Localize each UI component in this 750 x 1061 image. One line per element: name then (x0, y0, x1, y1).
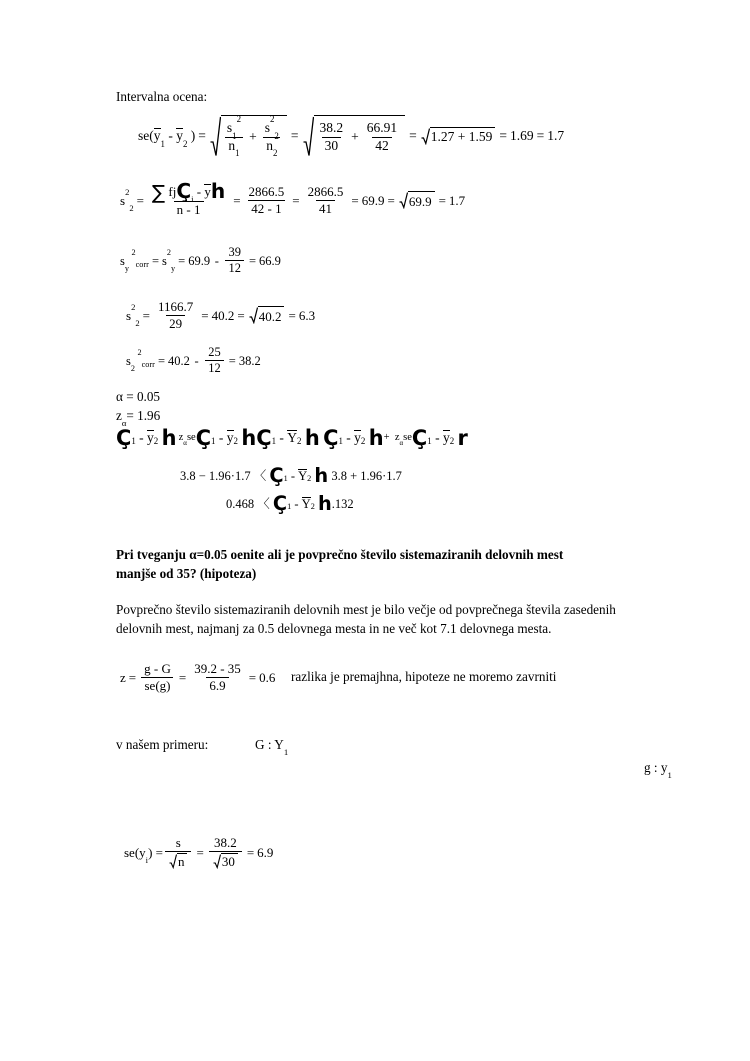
radicand: 1.27 + 1.59 (430, 127, 496, 145)
formula-s2-variance: $s^2_2$ = $\frac{\sum fjÇ_i - yh}{n - 1}$ = $\frac{2866.5}{42 - 1}$ = $\frac{2866.5}{41}$ = 69.9 = 69.9 = 1.7 (120, 179, 466, 217)
sqrt-30 (213, 853, 238, 869)
broken-paren-open-glyph: Ç (323, 425, 339, 450)
broken-paren-open-glyph: Ç (272, 492, 288, 516)
broken-paren-open-glyph: Ç (256, 425, 272, 450)
se-result-1: 1.69 (510, 128, 534, 144)
hypothesis-heading-line1: Pri tveganju α=0.05 oenite ali je povprečno število sistemaziranih delovnih mest (116, 547, 564, 562)
ci-numeric-right: 3.8 + 1.96·1.7 (331, 469, 402, 483)
frac-num: 39 (228, 245, 241, 259)
sqrt-127-159 (421, 127, 496, 145)
broken-paren-close-glyph: h (210, 179, 226, 204)
formula-s2-square: $s^2_2$ = $\frac{1166.7}{29}$ = 40.2 = 40.2 = 6.3 (126, 299, 316, 331)
sy-corr-mid: $s^2_y$ (162, 248, 176, 273)
frac-den: 12 (225, 260, 244, 275)
ci-numeric-left: 3.8 − 1.96·1.7 〈 (180, 469, 267, 483)
sqrt-numeric-sum: $\frac{38.2}{30}$ + $\frac{66.91}{42}$ (303, 115, 406, 157)
example-value-sample: g : $y_1$ (644, 760, 672, 781)
frac-num: 2866.5 (248, 183, 285, 199)
s2-lhs: $s^2_2$ (120, 186, 134, 214)
radicand: 40.2 (258, 306, 285, 324)
frac-num: $s^2_2$ (264, 114, 279, 141)
frac-den: 12 (205, 360, 224, 375)
s2sq-result: 6.3 (298, 307, 316, 323)
frac-den: 42 (372, 137, 392, 153)
frac-s2-n2 (262, 114, 282, 159)
sy-corr-result: 66.9 (259, 253, 281, 268)
frac-den: se(g) (141, 677, 173, 693)
s2corr-result: 38.2 (238, 353, 261, 368)
broken-paren-close-glyph: h (304, 425, 320, 450)
frac-den: 6.9 (206, 677, 228, 693)
alpha-block (116, 388, 161, 429)
sy-value: 69.9 (188, 253, 211, 268)
formula-se-y: $se(y_i)$ = $\frac{s}{n}$ = $\frac{38.2}{30}$ = 6.9 (124, 835, 274, 869)
frac-392m35-69 (191, 662, 244, 693)
frac-den: 42 - 1 (248, 200, 284, 216)
frac-39-12 (225, 246, 244, 276)
s2corr-lhs: $s_2$ $^2$corr (126, 348, 155, 373)
frac-28665-41 (305, 185, 347, 216)
frac-6691-42 (364, 121, 400, 153)
frac-num: 2866.5 (307, 183, 344, 199)
frac-den: 30 (322, 137, 342, 153)
frac-s1-n1 (224, 114, 244, 159)
frac-382-30 (317, 121, 347, 153)
example-value-population: G : $Y_1$ (255, 737, 289, 758)
alpha-line: α = 0.05 (116, 389, 161, 404)
frac-num: ∑ fjÇ$_i$ - yh (152, 179, 226, 205)
frac-sum-over-n1 (149, 179, 228, 217)
radicand: 30 (221, 853, 238, 869)
broken-paren-close-glyph: h (314, 464, 329, 488)
radicand: 69.9 (408, 191, 435, 209)
frac-num: g - G (144, 661, 171, 676)
example-value2-wrapper (644, 759, 672, 781)
summation-icon: ∑ (152, 181, 166, 205)
frac-num: 38.2 (319, 120, 344, 136)
formula-s2-corrected: $s_2$ $^2$corr = 40.2 - $\frac{25}{12}$ = 38.2 (126, 345, 261, 376)
frac-den (165, 851, 192, 869)
broken-paren-open-glyph: Ç (116, 425, 132, 450)
explanation-paragraph: Povprečno število sistemaziranih delovnih mest je bilo večje od povprečnega števila zasedenih delovnih mest, najmanj za 0.5 delovnega mesta in ne več kot 7.1 delovnega mesta. (116, 602, 616, 636)
z-symbol: z (116, 407, 122, 423)
hypothesis-heading (116, 546, 661, 583)
frac-25-12 (205, 346, 224, 376)
frac-11667-29 (155, 300, 196, 331)
ci-result-right: .132 (331, 497, 354, 511)
frac-den: n - 1 (174, 201, 204, 217)
radicand: n (177, 853, 188, 869)
broken-paren-open-glyph: Ç (176, 179, 192, 204)
confidence-interval-numeric: 3.8 − 1.96·1.7 〈 Ç $_1$ - Y $_2$ h 3.8 + 1.96·1.7 (180, 464, 402, 488)
broken-paren-open-glyph: Ç (269, 464, 284, 488)
frac-s-sqrtn (165, 836, 192, 869)
sqrt-402 (249, 306, 285, 324)
intro-label: Intervalna ocena: (116, 89, 208, 104)
broken-paren-close-glyph: h (241, 425, 257, 450)
frac-28665-42m1 (246, 185, 288, 216)
sqrt-n (169, 853, 188, 869)
frac-den: $n_2$ (263, 137, 280, 153)
frac-den: 29 (166, 315, 185, 331)
z-value: = 1.96 (126, 407, 161, 423)
se-y-result: 6.9 (257, 844, 274, 860)
frac-den (209, 851, 242, 869)
hypothesis-heading-line2: manjše od 35? (hipoteza) (116, 565, 257, 581)
frac-den: 41 (316, 200, 335, 216)
broken-paren-close-glyph: h (368, 425, 384, 450)
z-lhs: z (120, 669, 126, 685)
z-subscript: α (121, 418, 127, 429)
sy-corr-lhs: $s_y$ $^2$corr (120, 248, 149, 273)
broken-paren-close-glyph: h (317, 492, 332, 516)
frac-num: $s_1^2$ (226, 114, 242, 141)
se-result-2: 1.7 (547, 128, 565, 144)
formula-se-difference: $se(y_1 - y_2$ ) = $\frac{s_1^2}{n_1}$ + $\frac{s^2_2}{n_2}$ = $\frac{38.2}{30}$ + $\frac{66.91}{42}$ = 1.27 + 1.59 = 1.69 = 1.7 (138, 114, 565, 159)
sqrt-sum-variances: $\frac{s_1^2}{n_1}$ + $\frac{s^2_2}{n_2}$ (210, 115, 287, 157)
frac-gG-seg (141, 662, 174, 693)
z-test-note-wrapper (291, 668, 556, 686)
frac-den: $n_1$ (225, 137, 242, 153)
s2sq-lhs: $s^2_2$ (126, 301, 140, 329)
example-value-wrapper (255, 736, 289, 758)
frac-num: 66.91 (366, 120, 398, 136)
confidence-interval-general: Ç $_1$ - y $_2$ h $z_\alpha se$ Ç $_1$ - y $_2$ h Ç $_1$ - Y $_2$ h Ç $_1$ - y $_2$ h + $z_\alpha se$ Ç $_1$ - y $_2$ r (116, 425, 468, 450)
ci-result-left: 0.468 〈 (226, 497, 270, 511)
s2-result-1: 69.9 (361, 192, 385, 208)
broken-bar-glyph: r (457, 425, 468, 450)
sqrt-699 (399, 191, 435, 209)
frac-382-sqrt30 (209, 836, 242, 869)
se-lhs: $se(y_1 - y_2$ ) (138, 128, 196, 149)
z-result: 0.6 (259, 669, 276, 685)
formula-sy-corrected: $s_y$ $^2$corr = $s^2_y$ = 69.9 - $\frac{39}{12}$ = 66.9 (120, 245, 281, 276)
explanation-paragraph-wrapper (116, 601, 644, 638)
s2sq-value: 40.2 (211, 307, 235, 323)
document-content (116, 88, 681, 869)
example-label: v našem primeru: (116, 737, 209, 752)
formula-z-test: z = $\frac{g - G}{se(g)}$ = $\frac{39.2 - 35}{6.9}$ = 0.6 (120, 661, 276, 693)
frac-num: 39.2 - 35 (194, 661, 241, 676)
broken-paren-open-glyph: Ç (195, 425, 212, 450)
frac-num: 1166.7 (158, 299, 194, 314)
example-line (116, 736, 208, 755)
frac-num: s (175, 835, 181, 850)
broken-paren-close-glyph: h (161, 425, 177, 450)
z-alpha-line (116, 407, 161, 429)
s2-result-2: 1.7 (448, 192, 466, 208)
frac-num: 38.2 (213, 835, 237, 850)
z-test-note: razlika je premajhna, hipoteze ne moremo zavrniti (291, 669, 557, 684)
confidence-interval-result: 0.468 〈 Ç $_1$ - Y $_2$ h .132 (226, 492, 354, 516)
se-y-lhs: $se(y_i)$ = (124, 844, 163, 866)
broken-paren-open-glyph: Ç (411, 425, 428, 450)
s2corr-value: 40.2 (168, 353, 190, 368)
frac-num: 25 (208, 345, 221, 359)
